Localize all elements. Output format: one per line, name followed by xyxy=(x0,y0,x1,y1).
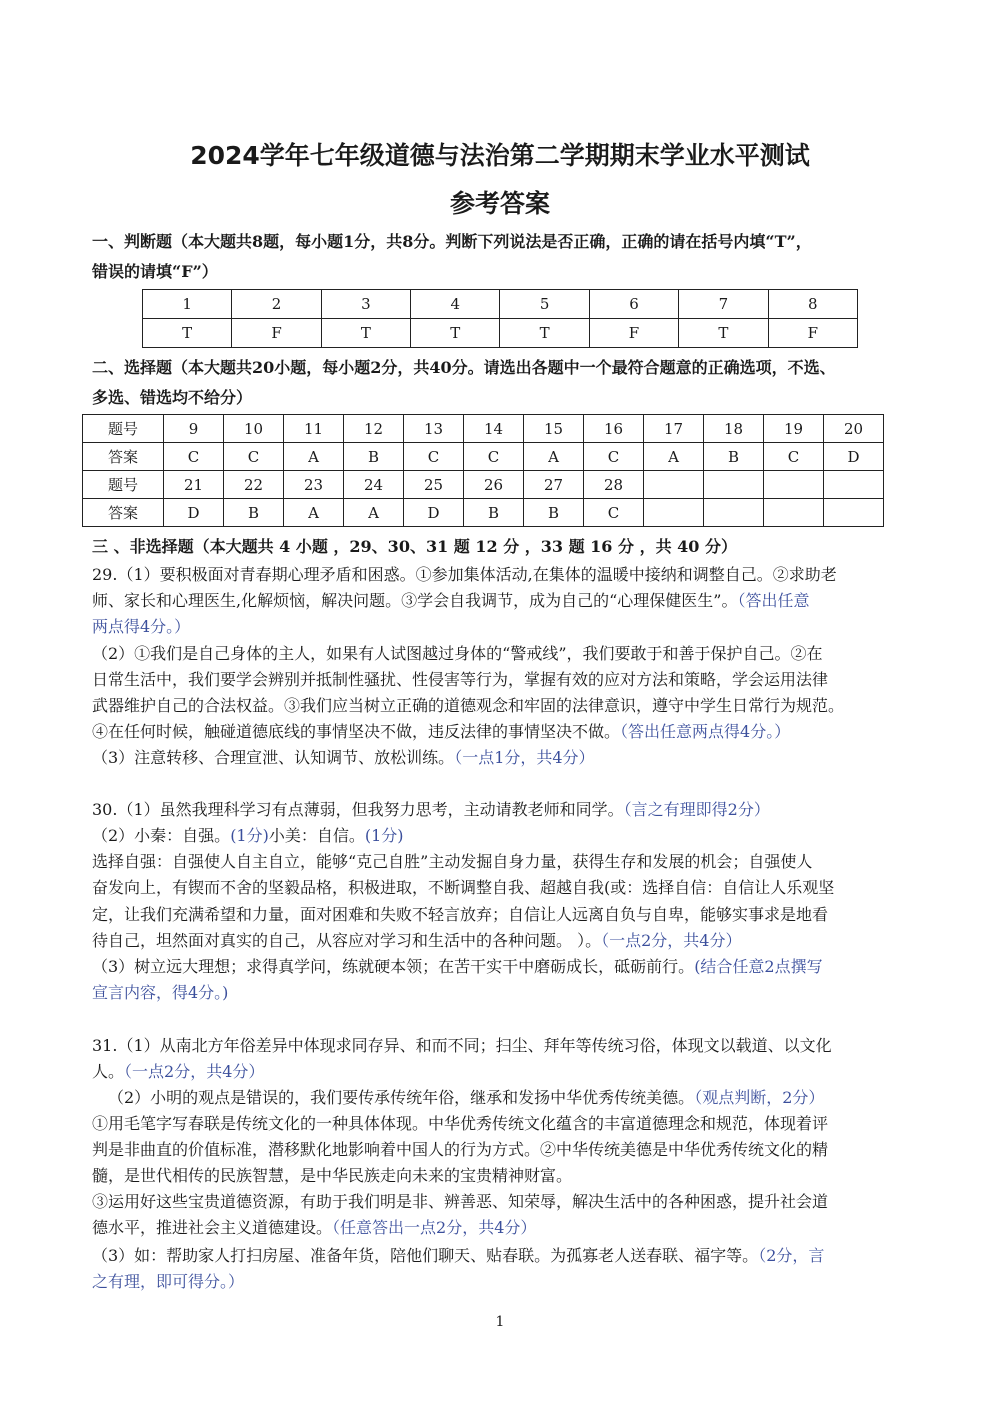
question-number-cell: 13 xyxy=(404,415,464,443)
scoring-note: （一点1分，共4分） xyxy=(454,748,595,767)
question-number-cell: 27 xyxy=(524,471,584,499)
answer-cell: C xyxy=(164,443,224,471)
q30-line xyxy=(92,929,922,953)
q29-line xyxy=(92,746,922,770)
scoring-note: （观点判断，2分） xyxy=(694,1088,825,1107)
answer-cell xyxy=(704,499,764,527)
question-number-cell: 10 xyxy=(224,415,284,443)
scoring-note: （言之有理即得2分） xyxy=(623,800,770,819)
question-number-cell: 11 xyxy=(284,415,344,443)
answer-cell: A xyxy=(344,499,404,527)
answer-cell: A xyxy=(524,443,584,471)
section1-heading-line2: 错误的请填“F”） xyxy=(92,262,218,281)
answer-text: （3）树立远大理想；求得真学问，练就硬本领；在苦干实干中磨砺成长，砥砺前行。 xyxy=(92,957,695,976)
page-number: 1 xyxy=(495,1314,505,1330)
scoring-note: 宣言内容，得4分。) xyxy=(92,983,229,1002)
q30-line: 选择自强：自强使人自主自立，能够“克己自胜”主动发掘自身力量，获得生存和发展的机会；自强使人 xyxy=(92,852,813,871)
section2-heading-line1: 二、选择题（本大题共20小题，每小题2分，共40分。请选出各题中一个最符合题意的正确选项，不选、 xyxy=(92,358,836,377)
q31-line xyxy=(92,1060,922,1084)
answer-cell: T xyxy=(500,319,589,348)
scoring-note: （一点2分，共4分） xyxy=(601,931,742,950)
question-number-cell: 16 xyxy=(584,415,644,443)
answer-cell: A xyxy=(284,443,344,471)
question-number-cell: 18 xyxy=(704,415,764,443)
q31-line: ③运用好这些宝贵道德资源，有助于我们明是非、辨善恶、知荣辱，解决生活中的各种困惑，提升社会道 xyxy=(92,1192,829,1211)
section3-heading: 三 、非选择题（本大题共 4 小题 ，29、30、31 题 12 分 ，33 题 16 分 ，共 40 分） xyxy=(92,537,737,556)
q30-line xyxy=(92,824,922,848)
question-number-cell: 14 xyxy=(464,415,524,443)
question-number-cell: 15 xyxy=(524,415,584,443)
answer-text: ④在任何时候，触碰道德底线的事情坚决不做，违反法律的事情坚决不做。 xyxy=(92,722,621,741)
answer-text: （3）注意转移、合理宣泄、认知调节、放松训练。 xyxy=(92,748,455,767)
table-row xyxy=(143,319,858,348)
question-number-cell: 21 xyxy=(164,471,224,499)
answer-cell: D xyxy=(824,443,884,471)
question-number-cell: 9 xyxy=(164,415,224,443)
q31-line: 髓，是世代相传的民族智慧，是中华民族走向未来的宝贵精神财富。 xyxy=(92,1166,573,1185)
table-row xyxy=(83,471,884,499)
question-number-cell: 3 xyxy=(321,290,410,319)
question-number-cell: 6 xyxy=(589,290,678,319)
q29-line xyxy=(92,589,922,613)
question-number-cell: 5 xyxy=(500,290,589,319)
table-row xyxy=(83,499,884,527)
answer-cell: T xyxy=(321,319,410,348)
table-row xyxy=(83,415,884,443)
table-row xyxy=(143,290,858,319)
answer-cell: D xyxy=(404,499,464,527)
scoring-note: 两点得4分。） xyxy=(92,617,191,636)
scoring-note: （答出任意 xyxy=(737,591,810,610)
question-number-cell: 20 xyxy=(824,415,884,443)
q31-line xyxy=(92,1244,922,1268)
question-number-cell: 19 xyxy=(764,415,824,443)
answer-cell: C xyxy=(764,443,824,471)
answer-cell xyxy=(764,499,824,527)
q31-line: 31.（1）从南北方年俗差异中体现求同存异、和而不同；扫尘、拜年等传统习俗，体现文以载道、以文化 xyxy=(92,1036,832,1055)
answer-text: 德水平，推进社会主义道德建设。 xyxy=(92,1218,333,1237)
answer-cell: F xyxy=(589,319,678,348)
question-number-cell: 26 xyxy=(464,471,524,499)
answer-text: 待自己，坦然面对真实的自己，从容应对学习和生活中的各种问题。 ）。 xyxy=(92,931,602,950)
answer-cell: F xyxy=(768,319,857,348)
section2-heading-line2: 多选、错选均不给分） xyxy=(92,388,253,407)
question-number-cell xyxy=(824,471,884,499)
answer-text: 30.（1）虽然我理科学习有点薄弱，但我努力思考，主动请教老师和同学。 xyxy=(92,800,624,819)
true-false-answer-table xyxy=(142,289,858,348)
scoring-note: 之有理，即可得分。） xyxy=(92,1272,245,1291)
answer-text: 师、家长和心理医生,化解烦恼，解决问题。③学会自我调节，成为自己的“心理保健医生”。 xyxy=(92,591,738,610)
q29-line: （2）①我们是自己身体的主人，如果有人试图越过身体的“警戒线”，我们要敢于和善于保护自己。②在 xyxy=(92,644,823,663)
q29-line: 日常生活中，我们要学会辨别并抵制性骚扰、性侵害等行为，掌握有效的应对方法和策略，学会运用法律 xyxy=(92,670,829,689)
scoring-note: （一点2分，共4分） xyxy=(124,1062,265,1081)
q29-line xyxy=(92,720,922,744)
answer-cell: A xyxy=(284,499,344,527)
question-number-cell xyxy=(764,471,824,499)
question-number-cell: 25 xyxy=(404,471,464,499)
answer-cell: T xyxy=(411,319,500,348)
scoring-note: （任意答出一点2分，共4分） xyxy=(332,1218,537,1237)
question-number-cell: 8 xyxy=(768,290,857,319)
question-number-cell: 12 xyxy=(344,415,404,443)
answer-text: 小美：自信。 xyxy=(268,826,365,845)
q30-line: 定，让我们充满希望和力量，面对困难和失败不轻言放弃；自信让人远离自负与自卑，能够实事求是地看 xyxy=(92,905,829,924)
answer-cell xyxy=(824,499,884,527)
answer-text: （2）小秦：自强。 xyxy=(92,826,231,845)
question-number-cell: 7 xyxy=(679,290,768,319)
row-label-cell: 答案 xyxy=(83,499,164,527)
q30-line xyxy=(92,955,922,979)
scoring-note: (1分) xyxy=(364,826,404,845)
answer-cell: B xyxy=(524,499,584,527)
question-number-cell xyxy=(704,471,764,499)
answer-cell xyxy=(644,499,704,527)
answer-cell: D xyxy=(164,499,224,527)
answer-cell: B xyxy=(344,443,404,471)
question-number-cell: 28 xyxy=(584,471,644,499)
q31-line: ①用毛笔字写春联是传统文化的一种具体体现。中华优秀传统文化蕴含的丰富道德理念和规范，体现着评 xyxy=(92,1114,829,1133)
q30-line xyxy=(92,798,922,822)
scoring-note: (结合任意2点撰写 xyxy=(694,957,823,976)
row-label-cell: 题号 xyxy=(83,471,164,499)
answer-cell: T xyxy=(143,319,232,348)
question-number-cell: 2 xyxy=(232,290,321,319)
answer-cell: B xyxy=(464,499,524,527)
q31-line xyxy=(92,1216,922,1240)
answer-cell: B xyxy=(704,443,764,471)
question-number-cell: 4 xyxy=(411,290,500,319)
q29-line: 武器维护自己的合法权益。③我们应当树立正确的道德观念和牢固的法律意识，遵守中学生日常行为规范。 xyxy=(92,696,845,715)
answer-cell: F xyxy=(232,319,321,348)
scoring-note: (1分) xyxy=(230,826,269,845)
scoring-note: （2分，言 xyxy=(758,1246,825,1265)
answer-cell: C xyxy=(584,499,644,527)
question-number-cell: 22 xyxy=(224,471,284,499)
question-number-cell: 24 xyxy=(344,471,404,499)
q31-line xyxy=(108,1086,938,1110)
answer-cell: C xyxy=(464,443,524,471)
answer-text: （2）小明的观点是错误的，我们要传承传统年俗，继承和发扬中华优秀传统美德。 xyxy=(108,1088,695,1107)
question-number-cell: 17 xyxy=(644,415,704,443)
question-number-cell: 1 xyxy=(143,290,232,319)
page-title: 2024学年七年级道德与法治第二学期期末学业水平测试 xyxy=(190,141,810,170)
section1-heading-line1: 一、判断题（本大题共8题，每小题1分，共8分。判断下列说法是否正确，正确的请在括号内填“T”， xyxy=(92,232,812,251)
answer-cell: C xyxy=(584,443,644,471)
question-number-cell xyxy=(644,471,704,499)
answer-cell: A xyxy=(644,443,704,471)
scoring-note: （答出任意两点得4分。） xyxy=(620,722,791,741)
answer-cell: B xyxy=(224,499,284,527)
answer-cell: C xyxy=(224,443,284,471)
table-row xyxy=(83,443,884,471)
answer-cell: C xyxy=(404,443,464,471)
row-label-cell: 题号 xyxy=(83,415,164,443)
answer-text: 人。 xyxy=(92,1062,125,1081)
q30-line: 奋发向上，有锲而不舍的坚毅品格，积极进取，不断调整自我、超越自我(或：选择自信：自信让人乐观坚 xyxy=(92,878,835,897)
answer-cell: T xyxy=(679,319,768,348)
q29-line: 29.（1）要积极面对青春期心理矛盾和困惑。①参加集体活动,在集体的温暖中接纳和调整自己。②求助老 xyxy=(92,565,837,584)
question-number-cell: 23 xyxy=(284,471,344,499)
q31-line: 判是非曲直的价值标准，潜移默化地影响着中国人的行为方式。②中华传统美德是中华优秀传统文化的精 xyxy=(92,1140,829,1159)
row-label-cell: 答案 xyxy=(83,443,164,471)
page-subtitle: 参考答案 xyxy=(449,189,550,218)
answer-text: （3）如：帮助家人打扫房屋、准备年货，陪他们聊天、贴春联。为孤寡老人送春联、福字等。 xyxy=(92,1246,759,1265)
multiple-choice-answer-table xyxy=(82,414,884,527)
